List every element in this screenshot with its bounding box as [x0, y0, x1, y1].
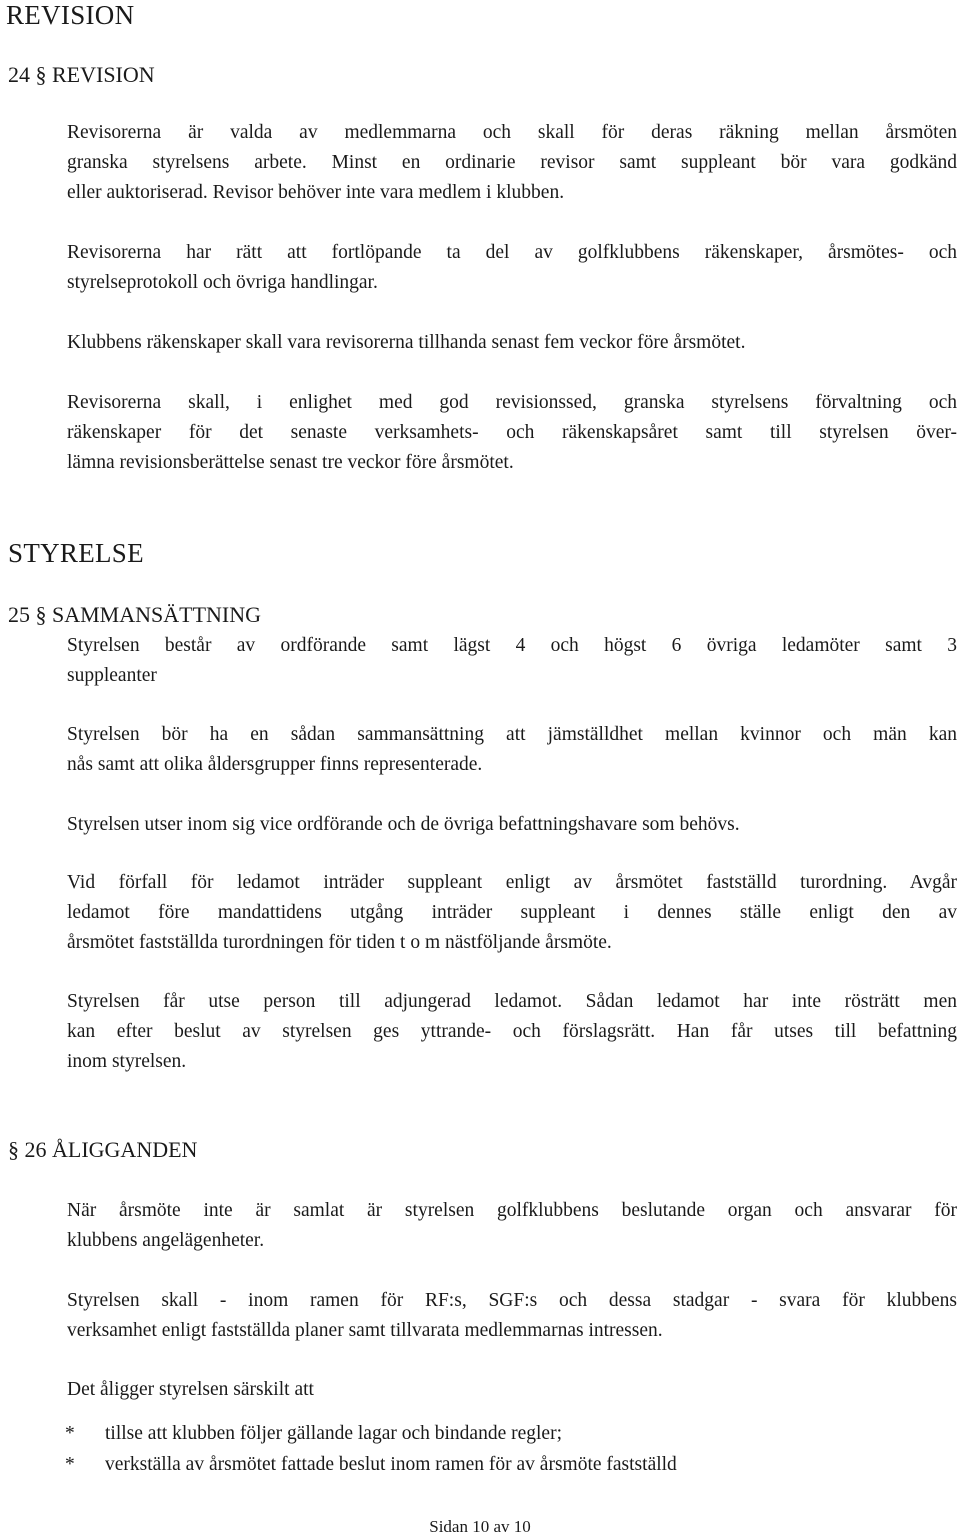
text-line: eller auktoriserad. Revisor behöver inte vara medlem i klubben.	[67, 182, 565, 203]
paragraph-25-5	[67, 987, 957, 1077]
text-line: styrelseprotokoll och övriga handlingar.	[67, 272, 378, 293]
text-line: Klubbens räkenskaper skall vara revisorerna tillhanda senast fem veckor före årsmötet.	[67, 332, 746, 353]
text-line: Styrelsen består av ordförande samt lägst 4 och högst 6 övriga ledamöter samt 3	[67, 635, 957, 656]
paragraph-24-3	[67, 328, 957, 358]
text-line: Vid förfall för ledamot inträder suppleant enligt av årsmötet fastställd turordning. Avgår	[67, 872, 957, 893]
section-26-heading: § 26 ÅLIGGANDEN	[8, 1137, 198, 1162]
text-line: räkenskaper för det senaste verksamhets- och räkenskapsåret samt till styrelsen över-	[67, 422, 957, 443]
text-line: Styrelsen utser inom sig vice ordförande och de övriga befattningshavare som behövs.	[67, 814, 740, 835]
text-line: Revisorerna är valda av medlemmarna och skall för deras räkning mellan årsmöten	[67, 122, 957, 143]
text-line: ledamot före mandattidens utgång inträder suppleant i dennes ställe enligt den av	[67, 902, 957, 923]
paragraph-25-4	[67, 868, 957, 958]
text-line: årsmötet fastställda turordningen för tiden t o m nästföljande årsmöte.	[67, 932, 612, 953]
paragraph-24-1	[67, 118, 957, 208]
paragraph-26-2	[67, 1286, 957, 1346]
text-line: granska styrelsens arbete. Minst en ordinarie revisor samt suppleant bör vara godkänd	[67, 152, 957, 173]
paragraph-24-4	[67, 388, 957, 478]
heading-styrelse: STYRELSE	[8, 538, 144, 568]
text-line: nås samt att olika åldersgrupper finns representerade.	[67, 754, 483, 775]
paragraph-26-1	[67, 1196, 957, 1256]
paragraph-25-3	[67, 810, 957, 840]
text-line: När årsmöte inte är samlat är styrelsen golfklubbens beslutande organ och ansvarar för	[67, 1200, 957, 1221]
bullet-marker: *	[65, 1423, 75, 1444]
text-line: kan efter beslut av styrelsen ges yttrande- och förslagsrätt. Han får utses till befattning	[67, 1021, 957, 1042]
bullet-text: tillse att klubben följer gällande lagar och bindande regler;	[105, 1423, 562, 1444]
text-line: Det åligger styrelsen särskilt att	[67, 1379, 314, 1400]
text-line: Styrelsen får utse person till adjungerad ledamot. Sådan ledamot har inte rösträtt men	[67, 991, 957, 1012]
paragraph-25-2	[67, 720, 957, 780]
text-line: Revisorerna skall, i enlighet med god revisionssed, granska styrelsens förvaltning och	[67, 392, 957, 413]
section-25-heading: 25 § SAMMANSÄTTNING	[8, 602, 262, 627]
text-line: lämna revisionsberättelse senast tre veckor före årsmötet.	[67, 452, 514, 473]
text-line: Revisorerna har rätt att fortlöpande ta del av golfklubbens räkenskaper, årsmötes- och	[67, 242, 957, 263]
heading-revision: REVISION	[6, 0, 135, 30]
page-number: Sidan 10 av 10	[429, 1517, 531, 1536]
bullet-marker: *	[65, 1454, 75, 1475]
text-line: suppleanter	[67, 665, 157, 686]
text-line: verksamhet enligt fastställda planer samt tillvarata medlemmarnas intressen.	[67, 1320, 663, 1341]
paragraph-24-2	[67, 238, 957, 298]
section-24-heading: 24 § REVISION	[8, 62, 155, 87]
text-line: klubbens angelägenheter.	[67, 1230, 265, 1251]
text-line: inom styrelsen.	[67, 1051, 187, 1072]
bullet-text: verkställa av årsmötet fattade beslut inom ramen för av årsmöte fastställd	[105, 1454, 677, 1475]
paragraph-25-1	[67, 631, 957, 691]
paragraph-26-3	[67, 1375, 957, 1405]
text-line: Styrelsen skall - inom ramen för RF:s, SGF:s och dessa stadgar - svara för klubbens	[67, 1290, 957, 1311]
text-line: Styrelsen bör ha en sådan sammansättning att jämställdhet mellan kvinnor och män kan	[67, 724, 957, 745]
